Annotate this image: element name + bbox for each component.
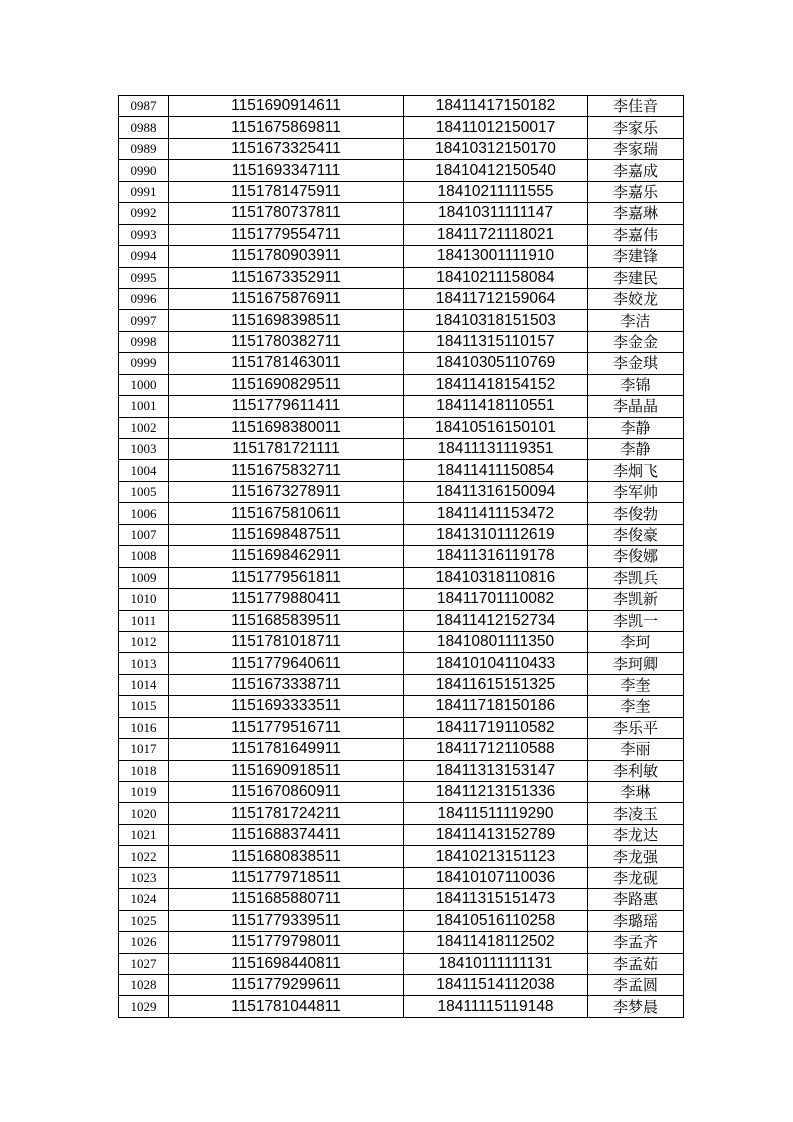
exam-number: 18411411150854 [404,460,588,481]
student-name: 李凯一 [588,610,684,631]
table-row [119,932,684,953]
student-name: 李静 [588,417,684,438]
student-id: 1151779554711 [169,224,404,245]
student-name: 李建民 [588,267,684,288]
exam-number: 18411712159064 [404,288,588,309]
table-row [119,717,684,738]
table-row [119,889,684,910]
student-id: 1151698462911 [169,546,404,567]
student-id: 1151680838511 [169,846,404,867]
exam-number: 18411315110157 [404,331,588,352]
student-name: 李嘉成 [588,160,684,181]
sequence-number: 1016 [119,717,169,738]
student-id: 1151780903911 [169,246,404,267]
student-name: 李珂 [588,631,684,652]
table-row [119,267,684,288]
table-row [119,867,684,888]
student-name: 李璐瑶 [588,910,684,931]
table-row [119,653,684,674]
student-name: 李军帅 [588,481,684,502]
student-name: 李乐平 [588,717,684,738]
student-name: 李路惠 [588,889,684,910]
student-name: 李龙砚 [588,867,684,888]
sequence-number: 1003 [119,439,169,460]
exam-number: 18411316150094 [404,481,588,502]
student-name: 李珂卿 [588,653,684,674]
exam-number: 18411313153147 [404,760,588,781]
sequence-number: 1010 [119,589,169,610]
sequence-number: 0994 [119,246,169,267]
table-row [119,181,684,202]
sequence-number: 1001 [119,396,169,417]
sequence-number: 1025 [119,910,169,931]
student-name: 李家瑞 [588,138,684,159]
sequence-number: 1029 [119,996,169,1017]
student-id: 1151675810611 [169,503,404,524]
table-row [119,589,684,610]
student-id: 1151693347111 [169,160,404,181]
sequence-number: 1015 [119,696,169,717]
student-id: 1151781475911 [169,181,404,202]
student-id: 1151779611411 [169,396,404,417]
student-id: 1151675869811 [169,117,404,138]
exam-number: 18410412150540 [404,160,588,181]
student-name: 李洁 [588,310,684,331]
student-id: 1151779516711 [169,717,404,738]
table-row [119,288,684,309]
sequence-number: 1019 [119,782,169,803]
student-id: 1151690829511 [169,374,404,395]
student-name: 李锦 [588,374,684,395]
exam-number: 18410318110816 [404,567,588,588]
exam-number: 18410213151123 [404,846,588,867]
table-row [119,910,684,931]
table-row [119,396,684,417]
student-id: 1151781044811 [169,996,404,1017]
student-name: 李琳 [588,782,684,803]
sequence-number: 1006 [119,503,169,524]
student-name: 李嘉琳 [588,203,684,224]
student-id: 1151693333511 [169,696,404,717]
student-id: 1151690914611 [169,96,404,117]
student-name: 李利敏 [588,760,684,781]
table-row [119,460,684,481]
exam-number: 18411721118021 [404,224,588,245]
exam-number: 18411412152734 [404,610,588,631]
table-row [119,138,684,159]
exam-number: 18410104110433 [404,653,588,674]
student-id: 1151670860911 [169,782,404,803]
table-row [119,353,684,374]
roster-table-body [119,96,684,1018]
student-id: 1151779798011 [169,932,404,953]
exam-number: 18411316119178 [404,546,588,567]
exam-number: 18411115119148 [404,996,588,1017]
table-row [119,310,684,331]
student-id: 1151675876911 [169,288,404,309]
exam-number: 18410211158084 [404,267,588,288]
exam-number: 18410107110036 [404,867,588,888]
exam-number: 18410801111350 [404,631,588,652]
student-id: 1151781724211 [169,803,404,824]
table-row [119,524,684,545]
student-id: 1151780737811 [169,203,404,224]
table-row [119,546,684,567]
student-id: 1151685880711 [169,889,404,910]
sequence-number: 0995 [119,267,169,288]
exam-number: 18411712110588 [404,739,588,760]
exam-number: 18411418112502 [404,932,588,953]
table-row [119,567,684,588]
exam-number: 18411718150186 [404,696,588,717]
table-row [119,96,684,117]
student-name: 李金金 [588,331,684,352]
sequence-number: 1013 [119,653,169,674]
exam-number: 18411514112038 [404,974,588,995]
student-name: 李龙强 [588,846,684,867]
table-row [119,203,684,224]
exam-number: 18410516150101 [404,417,588,438]
student-name: 李凯新 [588,589,684,610]
roster-table [118,95,684,1018]
sequence-number: 1020 [119,803,169,824]
sequence-number: 1024 [119,889,169,910]
student-name: 李金琪 [588,353,684,374]
student-name: 李晶晶 [588,396,684,417]
exam-number: 18411213151336 [404,782,588,803]
sequence-number: 1005 [119,481,169,502]
student-id: 1151673325411 [169,138,404,159]
student-id: 1151781018711 [169,631,404,652]
table-row [119,331,684,352]
student-id: 1151781463011 [169,353,404,374]
student-name: 李嘉乐 [588,181,684,202]
exam-number: 18410312150170 [404,138,588,159]
exam-number: 18411615151325 [404,674,588,695]
sequence-number: 1014 [119,674,169,695]
table-row [119,846,684,867]
table-row [119,782,684,803]
exam-number: 18410311111147 [404,203,588,224]
student-id: 1151690918511 [169,760,404,781]
exam-number: 18411417150182 [404,96,588,117]
student-id: 1151688374411 [169,824,404,845]
sequence-number: 0991 [119,181,169,202]
sequence-number: 1011 [119,610,169,631]
sequence-number: 1022 [119,846,169,867]
student-name: 李俊勃 [588,503,684,524]
sequence-number: 1023 [119,867,169,888]
student-name: 李奎 [588,674,684,695]
student-name: 李佳音 [588,96,684,117]
sequence-number: 1000 [119,374,169,395]
student-name: 李俊娜 [588,546,684,567]
student-name: 李奎 [588,696,684,717]
table-row [119,160,684,181]
student-id: 1151698440811 [169,953,404,974]
exam-number: 18410211111555 [404,181,588,202]
student-name: 李家乐 [588,117,684,138]
table-row [119,739,684,760]
exam-number: 18410516110258 [404,910,588,931]
table-row [119,117,684,138]
sequence-number: 0989 [119,138,169,159]
student-name: 李孟齐 [588,932,684,953]
table-row [119,824,684,845]
sequence-number: 1018 [119,760,169,781]
sequence-number: 1004 [119,460,169,481]
exam-number: 18413101112619 [404,524,588,545]
student-id: 1151698487511 [169,524,404,545]
student-id: 1151698380011 [169,417,404,438]
sequence-number: 1021 [119,824,169,845]
table-row [119,996,684,1017]
exam-number: 18411511119290 [404,803,588,824]
student-name: 李俊豪 [588,524,684,545]
exam-number: 18411418154152 [404,374,588,395]
sequence-number: 1012 [119,631,169,652]
student-name: 李龙达 [588,824,684,845]
student-id: 1151685839511 [169,610,404,631]
exam-number: 18411012150017 [404,117,588,138]
exam-number: 18413001111910 [404,246,588,267]
sequence-number: 0990 [119,160,169,181]
exam-number: 18410111111131 [404,953,588,974]
student-name: 李凌玉 [588,803,684,824]
exam-number: 18410305110769 [404,353,588,374]
sequence-number: 0992 [119,203,169,224]
table-row [119,481,684,502]
student-name: 李静 [588,439,684,460]
student-name: 李梦晨 [588,996,684,1017]
sequence-number: 0988 [119,117,169,138]
table-row [119,224,684,245]
student-id: 1151779880411 [169,589,404,610]
exam-number: 18411418110551 [404,396,588,417]
table-row [119,674,684,695]
sequence-number: 0993 [119,224,169,245]
sequence-number: 0996 [119,288,169,309]
student-id: 1151675832711 [169,460,404,481]
student-name: 李嘉伟 [588,224,684,245]
student-name: 李姣龙 [588,288,684,309]
student-id: 1151781721111 [169,439,404,460]
sequence-number: 1007 [119,524,169,545]
table-row [119,953,684,974]
student-id: 1151673352911 [169,267,404,288]
table-row [119,439,684,460]
sequence-number: 0998 [119,331,169,352]
table-row [119,803,684,824]
sequence-number: 1028 [119,974,169,995]
student-id: 1151779718511 [169,867,404,888]
student-name: 李孟茹 [588,953,684,974]
student-id: 1151779640611 [169,653,404,674]
table-row [119,631,684,652]
exam-number: 18411413152789 [404,824,588,845]
sequence-number: 1009 [119,567,169,588]
table-row [119,246,684,267]
exam-number: 18411315151473 [404,889,588,910]
sequence-number: 1027 [119,953,169,974]
student-id: 1151673278911 [169,481,404,502]
table-row [119,417,684,438]
student-id: 1151673338711 [169,674,404,695]
table-row [119,974,684,995]
exam-number: 18411131119351 [404,439,588,460]
sequence-number: 1017 [119,739,169,760]
sequence-number: 0987 [119,96,169,117]
exam-number: 18411411153472 [404,503,588,524]
student-id: 1151779299611 [169,974,404,995]
sequence-number: 1008 [119,546,169,567]
student-id: 1151780382711 [169,331,404,352]
table-row [119,760,684,781]
table-row [119,503,684,524]
table-row [119,610,684,631]
student-name: 李炯飞 [588,460,684,481]
student-id: 1151698398511 [169,310,404,331]
sequence-number: 1002 [119,417,169,438]
exam-number: 18411701110082 [404,589,588,610]
student-name: 李凯兵 [588,567,684,588]
student-name: 李建锋 [588,246,684,267]
sequence-number: 0999 [119,353,169,374]
student-name: 李孟圆 [588,974,684,995]
student-name: 李丽 [588,739,684,760]
sequence-number: 0997 [119,310,169,331]
table-row [119,374,684,395]
exam-number: 18411719110582 [404,717,588,738]
student-id: 1151781649911 [169,739,404,760]
table-row [119,696,684,717]
exam-number: 18410318151503 [404,310,588,331]
sequence-number: 1026 [119,932,169,953]
student-id: 1151779339511 [169,910,404,931]
student-id: 1151779561811 [169,567,404,588]
